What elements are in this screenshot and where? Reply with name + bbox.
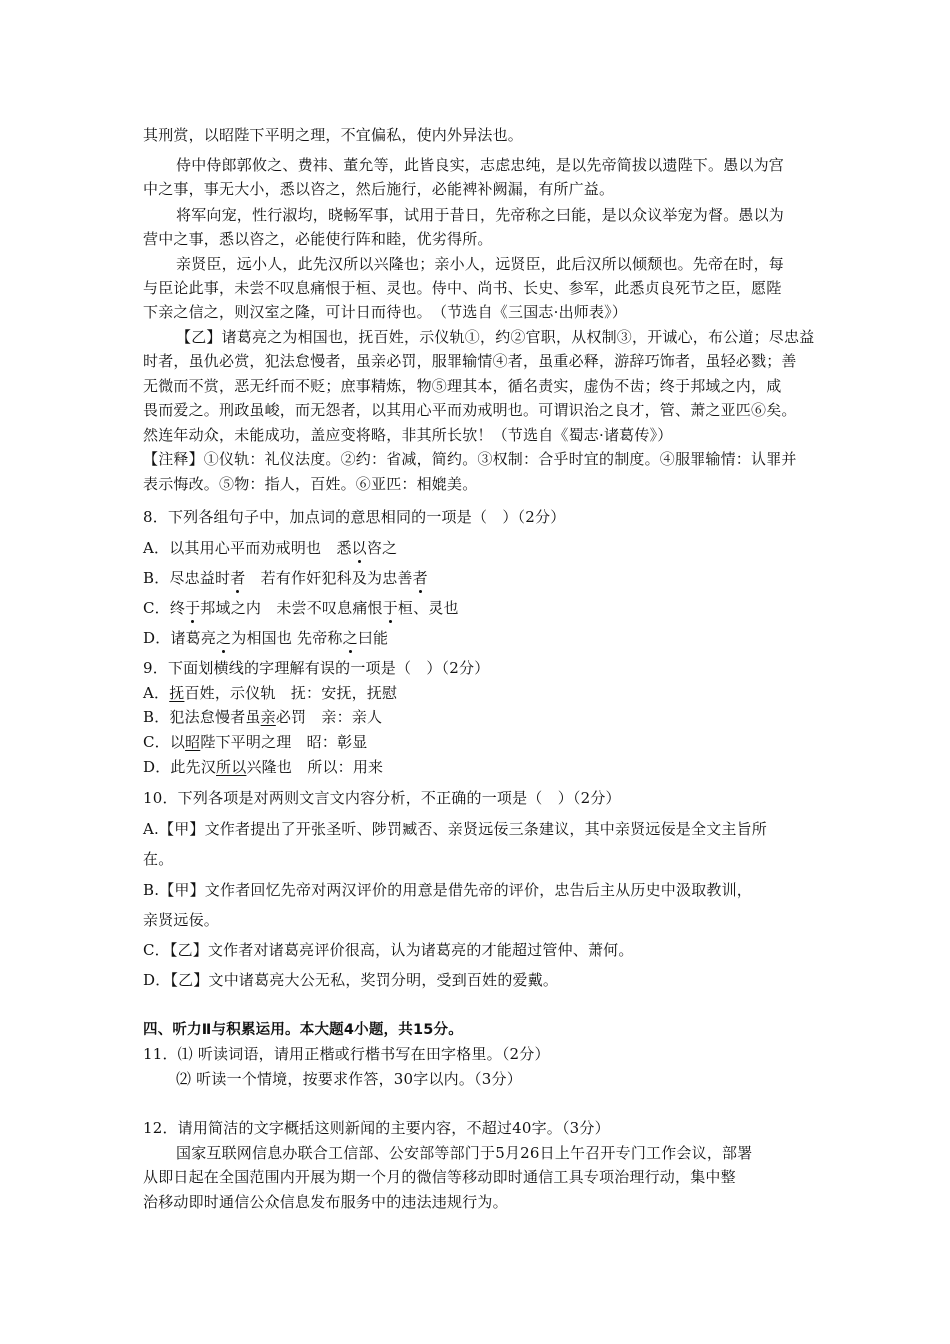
q9-a-label: A． [143, 684, 170, 702]
q8-c-s1-end: 邦域之内 [200, 599, 262, 617]
q8-c-gap [261, 599, 276, 617]
q8-d-s1-part: 诸葛亮 [170, 629, 217, 647]
notes-line-1: 【注释】①仪轨：礼仪法度。②约：省减，简约。③权制：合乎时宜的制度。④服罪输情：认罪并 [143, 450, 797, 468]
q9-option-a[interactable] [143, 683, 397, 703]
q9-a-underlined: 抚 [169, 684, 185, 702]
q10-option-d[interactable]: D．【乙】文中诸葛亮大公无私，奖罚分明，受到百姓的爱戴。 [143, 971, 559, 989]
q10-option-b-line-2: 亲贤远佞。 [143, 911, 220, 929]
q9-c-label: C．以 [143, 733, 186, 751]
q8-d-s1-end: 为相国也 [231, 629, 293, 647]
passage-jia-line-8: 下亲之信之，则汉室之隆，可计日而待也。 （节选自《三国志·出师表》） [143, 303, 628, 321]
q9-stem: 9．下面划横线的字理解有误的一项是（ ）（2分） [143, 659, 490, 677]
q12-news-line-3: 治移动即时通信公众信息发布服务中的违法违规行为。 [143, 1193, 508, 1211]
q9-c-rest: 陛下平明之理 昭：彰显 [200, 733, 368, 751]
q8-b-label: B． [143, 569, 170, 587]
q11-line-2: ⑵ 听读一个情境，按要求作答，30字以内。（3分） [176, 1070, 522, 1088]
q8-b-gap [245, 569, 260, 587]
notes-line-2: 表示悔改。⑤物：指人，百姓。⑥亚匹：相媲美。 [143, 475, 478, 493]
q8-d-dotted-word-1: 之 [216, 629, 232, 647]
q8-b-dotted-word-1: 者 [230, 569, 246, 587]
q8-a-label: A． [143, 539, 170, 557]
q8-option-c[interactable] [143, 598, 459, 618]
q8-stem: 8．下列各组句子中，加点词的意思相同的一项是（ ）（2分） [143, 508, 566, 526]
q9-option-b[interactable] [143, 707, 382, 727]
q8-a-dotted-word: 以 [351, 539, 367, 557]
passage-jia-line-2: 侍中侍郎郭攸之、费祎、董允等，此皆良实，志虑忠纯，是以先帝简拔以遗陛下。愚以为宫 [176, 156, 785, 174]
q8-option-b[interactable] [143, 568, 428, 588]
q8-c-s2-part: 未尝不叹息痛恨 [276, 599, 383, 617]
q9-option-c[interactable] [143, 732, 367, 752]
passage-jia-line-3: 中之事，事无大小，悉以咨之，然后施行，必能裨补阙漏，有所广益。 [143, 180, 615, 198]
q8-a-sentence-1: 以其用心平而劝戒明也 [169, 539, 322, 557]
passage-yi-line-4: 畏而爱之。刑政虽峻，而无怨者，以其用心平而劝戒明也。可谓识治之良才，管、萧之亚匹⑥矣。 [143, 401, 797, 419]
q9-d-rest: 兴隆也 所以：用来 [246, 758, 384, 776]
q10-option-c[interactable]: C．【乙】文作者对诸葛亮评价很高，认为诸葛亮的才能超过管仲、萧何。 [143, 941, 634, 959]
q10-option-a-line-1[interactable]: A.【甲】文作者提出了开张圣听、陟罚臧否、亲贤远佞三条建议，其中亲贤远佞是全文主旨所 [143, 820, 768, 838]
q9-b-underlined: 亲 [260, 708, 276, 726]
q12-news-line-1: 国家互联网信息办联合工信部、公安部等部门于5月26日上午召开专门工作会议，部署 [176, 1144, 753, 1162]
q9-c-underlined: 昭 [185, 733, 201, 751]
q9-d-label: D．此先汉 [143, 758, 217, 776]
q8-option-a[interactable] [143, 538, 397, 558]
passage-jia-line-7: 与臣论此事，未尝不叹息痛恨于桓、灵也。侍中、尚书、长史、参军，此悉贞良死节之臣，愿陛 [143, 279, 782, 297]
q10-option-a-line-2: 在。 [143, 850, 174, 868]
q8-d-s2-part: 先帝称 [297, 629, 343, 647]
passage-yi-line-3: 无微而不赏，恶无纤而不贬；庶事精炼，物⑤理其本，循名责实，虚伪不齿；终于邦域之内，咸 [143, 377, 782, 395]
passage-jia-line-6: 亲贤臣，远小人，此先汉所以兴隆也；亲小人，远贤臣，此后汉所以倾颓也。先帝在时，每 [176, 255, 785, 273]
q8-d-label: D． [143, 629, 171, 647]
q8-a-gap [321, 539, 336, 557]
q9-b-label: B．犯法怠慢者虽 [143, 708, 261, 726]
q9-b-rest: 必罚 亲：亲人 [275, 708, 383, 726]
q8-c-label: C． [143, 599, 170, 617]
section-4-heading: 四、听力Ⅱ与积累运用。本大题4小题，共15分。 [143, 1022, 463, 1038]
q8-option-d[interactable] [143, 628, 388, 648]
q10-option-b-line-1[interactable]: B.【甲】文作者回忆先帝对两汉评价的用意是借先帝的评价，忠告后主从历史中汲取教训， [143, 881, 752, 899]
passage-jia-line-4: 将军向宠，性行淑均，晓畅军事，试用于昔日，先帝称之曰能，是以众议举宠为督。愚以为 [176, 206, 785, 224]
q8-a-s2-part: 悉 [336, 539, 352, 557]
q8-b-s1-part: 尽忠益时 [169, 569, 231, 587]
passage-jia-line-1: 其刑赏，以昭陛下平明之理，不宜偏私，使内外异法也。 [143, 126, 524, 144]
passage-yi-line-5: 然连年动众，未能成功，盖应变将略，非其所长欤！（节选自《蜀志·诸葛传》） [143, 426, 673, 444]
q11-line-1: 11．⑴ 听读词语，请用正楷或行楷书写在田字格里。（2分） [143, 1045, 550, 1063]
q12-news-line-2: 从即日起在全国范围内开展为期一个月的微信等移动即时通信工具专项治理行动，集中整 [143, 1168, 736, 1186]
passage-jia-line-5: 营中之事，悉以咨之，必能使行阵和睦，优劣得所。 [143, 230, 493, 248]
q8-c-dotted-word-2: 于 [382, 599, 398, 617]
q8-b-s2-part: 若有作奸犯科及为忠善 [260, 569, 413, 587]
q8-d-dotted-word-2: 之 [342, 629, 358, 647]
q8-c-dotted-word-1: 于 [185, 599, 201, 617]
q12-stem: 12．请用简洁的文字概括这则新闻的主要内容，不超过40字。（3分） [143, 1119, 610, 1137]
q8-c-s1-part: 终 [169, 599, 186, 617]
passage-yi-line-1: 【乙】诸葛亮之为相国也，抚百姓，示仪轨①，约②官职，从权制③，开诚心，布公道；尽忠益 [176, 328, 815, 346]
q8-a-s2-end: 咨之 [366, 539, 398, 557]
q9-d-underlined: 所以 [216, 758, 247, 776]
q8-b-dotted-word-2: 者 [412, 569, 428, 587]
q9-option-d[interactable] [143, 757, 383, 777]
q9-a-rest: 百姓，示仪轨 抚：安抚，抚慰 [184, 684, 398, 702]
q10-stem: 10．下列各项是对两则文言文内容分析，不正确的一项是（ ）（2分） [143, 789, 621, 807]
q8-d-s2-end: 曰能 [357, 629, 389, 647]
passage-yi-line-2: 时者，虽仇必赏，犯法怠慢者，虽亲必罚，服罪输情④者，虽重必释，游辞巧饰者，虽轻必戮；善 [143, 352, 797, 370]
q8-c-s2-end: 桓、灵也 [397, 599, 459, 617]
